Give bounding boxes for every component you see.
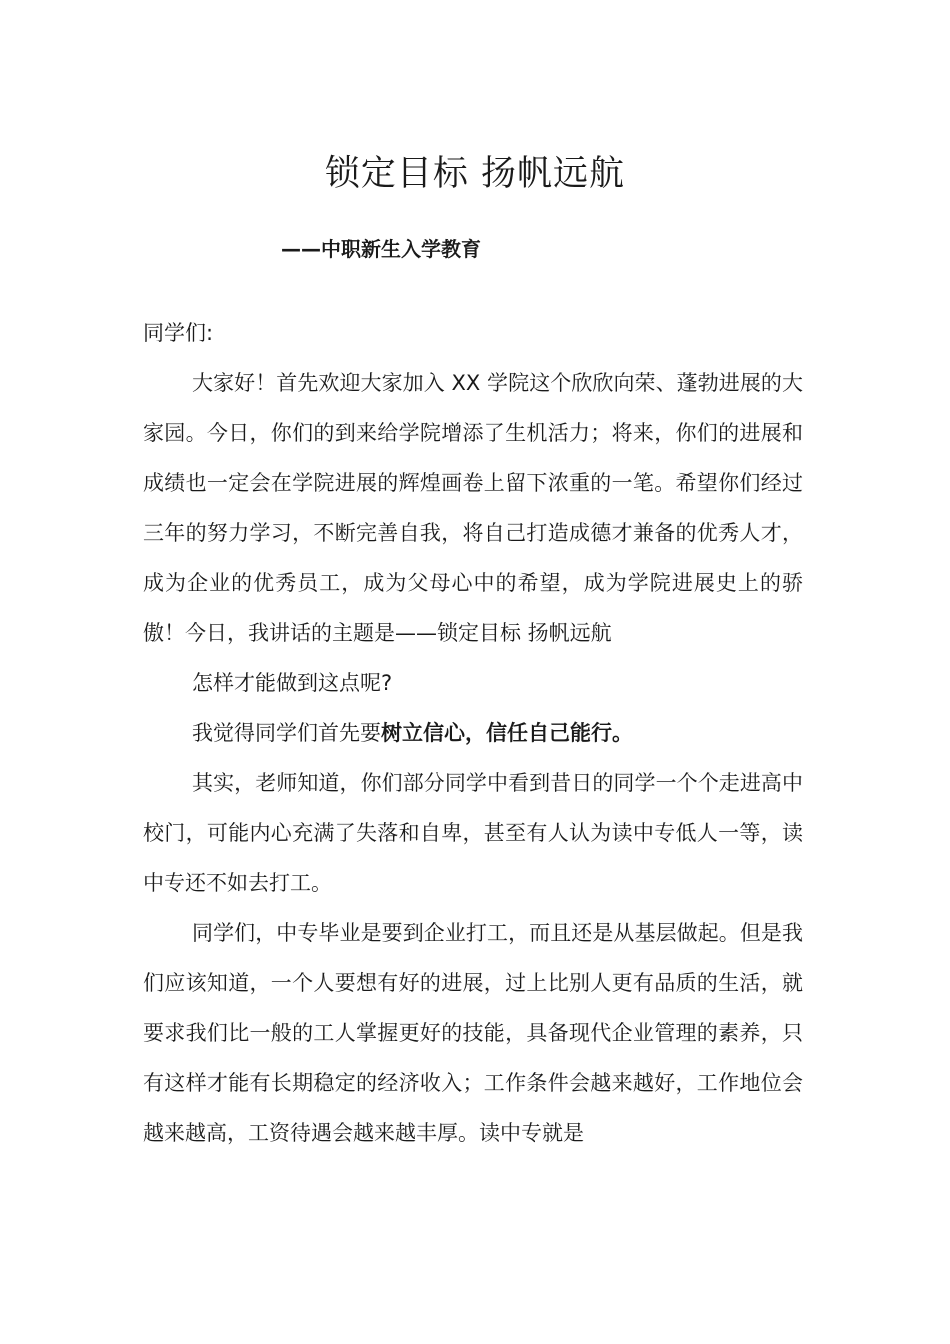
document-subtitle: ——中职新生入学教育 <box>281 237 481 261</box>
key-point-emphasis: 树立信心，信任自己能行。 <box>381 721 633 745</box>
document-body <box>143 308 803 1158</box>
paragraph-feelings: 其实，老师知道，你们部分同学中看到昔日的同学一个个走进高中校门，可能内心充满了失落和自卑，甚至有人认为读中专低人一等，读中专还不如去打工。 <box>143 771 803 895</box>
document-title: 锁定目标 扬帆远航 <box>324 154 626 194</box>
paragraph-question: 怎样才能做到这点呢? <box>192 671 393 695</box>
paragraph-key-point <box>143 708 803 758</box>
paragraph-career: 同学们，中专毕业是要到企业打工，而且还是从基层做起。但是我们应该知道，一个人要想有好的进展，过上比别人更有品质的生活，就要求我们比一般的工人掌握更好的技能，具备现代企业管理的素养，只有这样才能有长期稳定的经济收入；工作条件会越来越好，工作地位会越来越高，工资待遇会越来越丰厚。读中专就是 <box>143 921 803 1145</box>
key-point-lead: 我觉得同学们首先要 <box>192 721 381 745</box>
salutation: 同学们: <box>143 321 214 345</box>
paragraph-welcome: 大家好！首先欢迎大家加入 XX 学院这个欣欣向荣、蓬勃进展的大家园。今日，你们的到来给学院增添了生机活力；将来，你们的进展和成绩也一定会在学院进展的辉煌画卷上留下浓重的一笔。希望你们经过三年的努力学习，不断完善自我，将自己打造成德才兼备的优秀人才，成为企业的优秀员工，成为父母心中的希望，成为学院进展史上的骄傲！今日，我讲话的主题是——锁定目标 扬帆远航 <box>143 371 803 645</box>
